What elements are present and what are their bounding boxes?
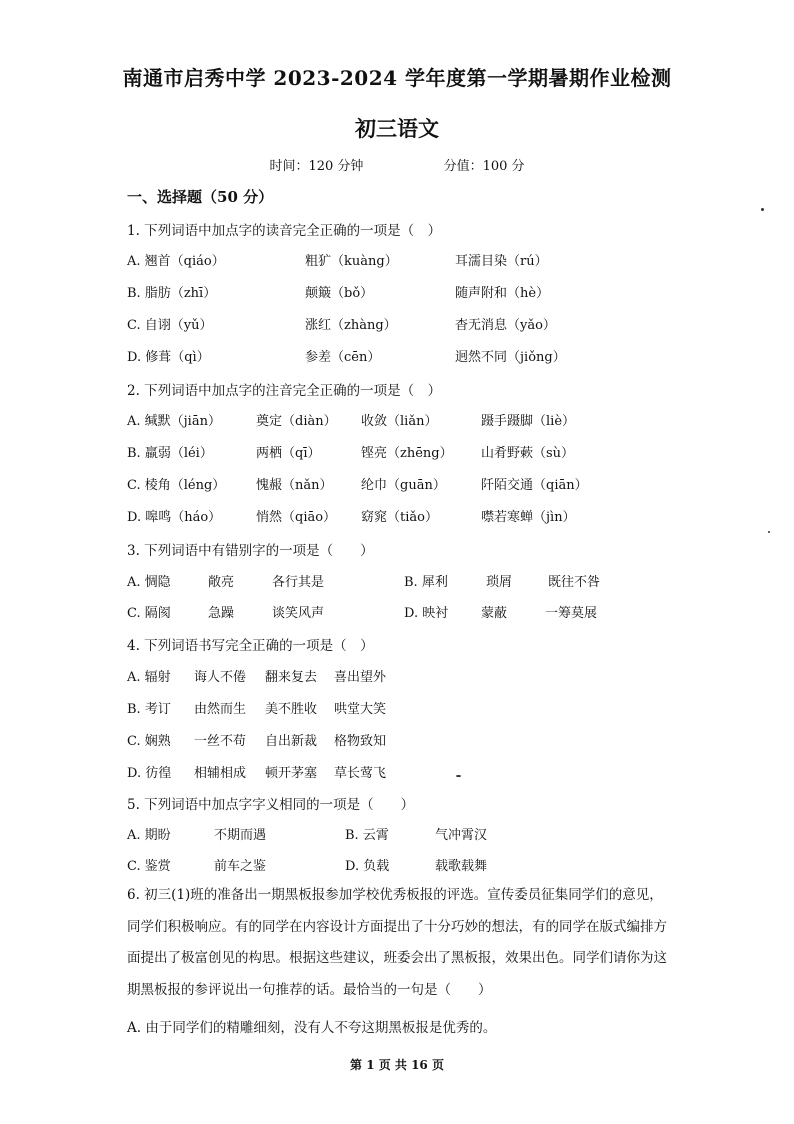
q1-option-a-3: 耳濡目染（rú）	[455, 254, 548, 269]
q2-option-c-3: 纶巾（guān）	[361, 478, 446, 493]
q2-option-b-3: 铿亮（zhēng）	[361, 446, 453, 461]
q1-option-c-3: 杳无消息（yǎo）	[455, 318, 556, 333]
question-4-stem: 4. 下列词语书写完全正确的一项是（ ）	[127, 638, 374, 654]
q4-option-d-1: D. 彷徨	[127, 766, 172, 781]
q4-option-c-3: 自出新裁	[265, 734, 318, 749]
q3-option-b-3: 既往不咎	[548, 575, 601, 590]
q5-option-d-1: D. 负载	[345, 859, 390, 874]
q3-option-c-1: C. 隔阂	[127, 606, 171, 621]
q1-option-d-3: 迥然不同（jiǒng）	[455, 350, 566, 365]
q4-option-a-1: A. 辐射	[127, 670, 171, 685]
scan-speck	[456, 775, 461, 777]
q4-option-a-2: 诲人不倦	[194, 670, 247, 685]
q2-option-b-1: B. 羸弱（léi）	[127, 446, 213, 461]
q2-option-c-2: 愧赧（nǎn）	[256, 478, 333, 493]
q2-option-d-4: 噤若寒蝉（jìn）	[481, 510, 576, 525]
q3-option-d-1: D. 映衬	[404, 606, 449, 621]
question-1-stem: 1. 下列词语中加点字的读音完全正确的一项是（ ）	[127, 223, 442, 239]
q4-option-d-4: 草长莺飞	[334, 766, 387, 781]
q2-option-a-2: 奠定（diàn）	[256, 414, 337, 429]
q4-option-a-3: 翻来复去	[265, 670, 318, 685]
scan-speck	[761, 208, 764, 211]
q4-option-b-3: 美不胜收	[265, 702, 318, 717]
q3-option-d-3: 一筹莫展	[545, 606, 598, 621]
q1-option-c-1: C. 自诩（yǔ）	[127, 318, 213, 333]
q4-option-b-4: 哄堂大笑	[334, 702, 387, 717]
exam-time: 时间：120 分钟	[269, 159, 364, 174]
q6-line-4: 期黑板报的参评说出一句推荐的话。最恰当的一句是（ ）	[127, 981, 492, 998]
q4-option-a-4: 喜出望外	[334, 670, 387, 685]
question-6-stem	[127, 880, 683, 1006]
q2-option-d-3: 窈窕（tiǎo）	[361, 510, 438, 525]
q6-line-1: 6. 初三(1)班的准备出一期黑板报参加学校优秀板报的评选。宣传委员征集同学们的意见，	[127, 887, 663, 903]
scan-speck	[768, 531, 770, 533]
q4-option-c-1: C. 娴熟	[127, 734, 171, 749]
q4-option-c-2: 一丝不苟	[194, 734, 247, 749]
q2-option-a-4: 蹑手蹑脚（liè）	[481, 414, 576, 429]
q4-option-d-2: 相辅相成	[194, 766, 247, 781]
q4-option-c-4: 格物致知	[334, 734, 387, 749]
q4-option-b-1: B. 考订	[127, 702, 171, 717]
q4-option-d-3: 顿开茅塞	[265, 766, 318, 781]
q3-option-c-3: 谈笑风声	[272, 606, 325, 621]
q5-option-c-2: 前车之鉴	[214, 859, 267, 874]
q1-option-d-1: D. 修葺（qì）	[127, 350, 210, 365]
q4-option-b-2: 由然而生	[194, 702, 247, 717]
q2-option-a-1: A. 缄默（jiān）	[127, 414, 221, 429]
q2-option-d-1: D. 嗥鸣（háo）	[127, 510, 222, 525]
q5-option-b-1: B. 云霄	[345, 828, 389, 843]
q1-option-c-2: 涨红（zhàng）	[305, 318, 397, 333]
q5-option-a-1: A. 期盼	[127, 828, 171, 843]
q5-option-d-2: 载歌载舞	[435, 859, 488, 874]
q3-option-c-2: 急躁	[208, 606, 235, 621]
q5-option-a-2: 不期而遇	[214, 828, 267, 843]
q2-option-b-4: 山肴野蔌（sù）	[481, 446, 575, 461]
question-5-stem: 5. 下列词语中加点字字义相同的一项是（ ）	[127, 797, 415, 813]
q2-option-c-1: C. 棱角（léng）	[127, 478, 226, 493]
section-heading: 一、选择题（50 分）	[127, 188, 274, 206]
q1-option-b-3: 随声附和（hè）	[455, 286, 550, 301]
q3-option-a-1: A. 惆隐	[127, 575, 171, 590]
q2-option-d-2: 悄然（qiāo）	[256, 510, 337, 525]
q5-option-b-2: 气冲霄汉	[435, 828, 488, 843]
exam-subject: 初三语文	[355, 116, 439, 141]
q1-option-b-2: 颠簸（bǒ）	[305, 286, 374, 301]
q3-option-b-2: 琐屑	[486, 575, 513, 590]
q2-option-c-4: 阡陌交通（qiān）	[481, 478, 588, 493]
exam-title: 南通市启秀中学 2023-2024 学年度第一学期暑期作业检测	[122, 66, 672, 90]
q6-line-2: 同学们积极响应。有的同学在内容设计方面提出了十分巧妙的想法，有的同学在版式编排方	[127, 918, 667, 935]
question-3-stem: 3. 下列词语中有错别字的一项是（ ）	[127, 543, 374, 559]
q1-option-d-2: 参差（cēn）	[305, 350, 381, 365]
q3-option-d-2: 蒙蔽	[481, 606, 508, 621]
q5-option-c-1: C. 鉴赏	[127, 859, 171, 874]
q6-line-3: 面提出了极富创见的构思。根据这些建议，班委会出了黑板报，效果出色。同学们请你为这	[127, 950, 667, 966]
q1-option-a-1: A. 翘首（qiáo）	[127, 254, 225, 269]
q6-option-a: A. 由于同学们的精雕细刻，没有人不夸这期黑板报是优秀的。	[127, 1020, 497, 1036]
q3-option-a-2: 敞亮	[208, 575, 235, 590]
q2-option-a-3: 收敛（liǎn）	[361, 414, 438, 429]
q1-option-a-2: 粗犷（kuàng）	[305, 254, 398, 269]
q2-option-b-2: 两栖（qī）	[256, 446, 321, 461]
page-number: 第 1 页 共 16 页	[350, 1058, 444, 1072]
exam-meta	[0, 155, 794, 174]
question-2-stem: 2. 下列词语中加点字的注音完全正确的一项是（ ）	[127, 383, 442, 399]
exam-score: 分值：100 分	[443, 159, 525, 174]
q1-option-b-1: B. 脂肪（zhī）	[127, 286, 217, 301]
q3-option-a-3: 各行其是	[272, 575, 325, 590]
q3-option-b-1: B. 犀利	[404, 575, 448, 590]
